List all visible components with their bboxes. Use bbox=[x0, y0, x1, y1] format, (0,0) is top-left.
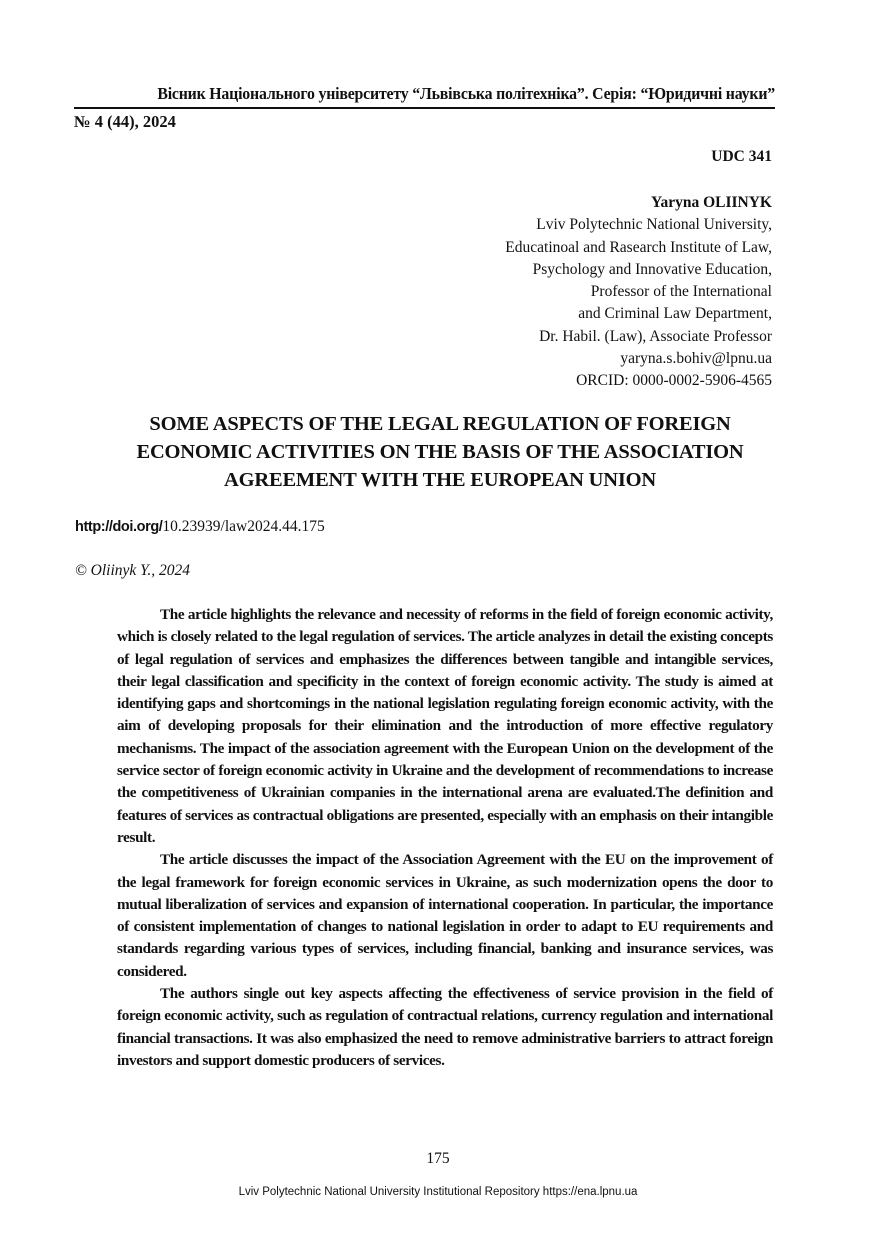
title-line: ECONOMIC ACTIVITIES ON THE BASIS OF THE ASSOCIATION bbox=[136, 441, 744, 463]
copyright-notice: © Oliinyk Y., 2024 bbox=[75, 562, 190, 579]
abstract-paragraph: The article highlights the relevance and necessity of reforms in the field of foreign economic activity, which is closely related to the legal regulation of services. The article analyzes in detail the existing concepts of legal regulation of services and emphasizes the differences between tangible and intangible services, their legal classification and specificity in the context of foreign economic activity. The study is aimed at identifying gaps and shortcomings in the national legislation regulating foreign economic activity, with the aim of developing proposals for their elimination and the introduction of more effective regulatory mechanisms. The impact of the association agreement with the European Union on the development of the service sector of foreign economic activity in Ukraine and the development of recommendations to increase the competitiveness of Ukrainian companies in the international arena are evaluated.The definition and features of services as contractual obligations are presented, especially with an emphasis on their intangible result. bbox=[117, 606, 773, 846]
doi-prefix: http://doi.org/ bbox=[75, 519, 163, 535]
affiliation-line: Educatinoal and Rasearch Institute of Law, bbox=[505, 238, 772, 256]
affiliation-line: Lviv Polytechnic National University, bbox=[536, 216, 772, 234]
abstract-paragraph: The authors single out key aspects affecting the effectiveness of service provision in the field of foreign economic activity, such as regulation of contractual relations, currency regulation and international financial transactions. It was also emphasized the need to remove administrative barriers to attract foreign investors and support domestic producers of services. bbox=[117, 985, 773, 1069]
doi-link[interactable] bbox=[75, 518, 325, 536]
page-number: 175 bbox=[426, 1150, 450, 1167]
affiliation-line: and Criminal Law Department, bbox=[578, 305, 772, 323]
header-rule bbox=[74, 107, 775, 109]
repository-footer: Lviv Polytechnic National University Institutional Repository https://ena.lpnu.ua bbox=[238, 1186, 638, 1198]
article-title bbox=[96, 410, 784, 494]
author-orcid: ORCID: 0000-0002-5906-4565 bbox=[576, 372, 772, 390]
author-name: Yaryna OLIINYK bbox=[650, 194, 772, 211]
author-email[interactable]: yaryna.s.bohiv@lpnu.ua bbox=[620, 350, 772, 368]
doi-id: 10.23939/law2024.44.175 bbox=[162, 518, 325, 535]
affiliation-line: Psychology and Innovative Education, bbox=[532, 260, 772, 278]
udc-code: UDC 341 bbox=[711, 148, 772, 165]
title-line: SOME ASPECTS OF THE LEGAL REGULATION OF FOREIGN bbox=[149, 413, 731, 435]
issue-number: № 4 (44), 2024 bbox=[74, 112, 176, 131]
abstract bbox=[117, 604, 773, 1072]
title-line: AGREEMENT WITH THE EUROPEAN UNION bbox=[224, 469, 656, 491]
running-header bbox=[74, 84, 775, 132]
affiliation-line: Dr. Habil. (Law), Associate Professor bbox=[539, 327, 772, 345]
abstract-paragraph: The article discusses the impact of the Association Agreement with the EU on the improvement of the legal framework for foreign economic services in Ukraine, as such modernization opens the door to mutual liberalization of services and expansion of international cooperation. In particular, the importance of consistent implementation of changes to national legislation in order to adapt to EU requirements and standards regarding various types of services, including financial, banking and insurance services, was considered. bbox=[117, 851, 773, 980]
author-block bbox=[505, 192, 772, 393]
affiliation-line: Professor of the International bbox=[590, 283, 772, 301]
journal-title: Вісник Національного університету “Львівська політехніка”. Серія: “Юридичні науки” bbox=[157, 84, 775, 103]
